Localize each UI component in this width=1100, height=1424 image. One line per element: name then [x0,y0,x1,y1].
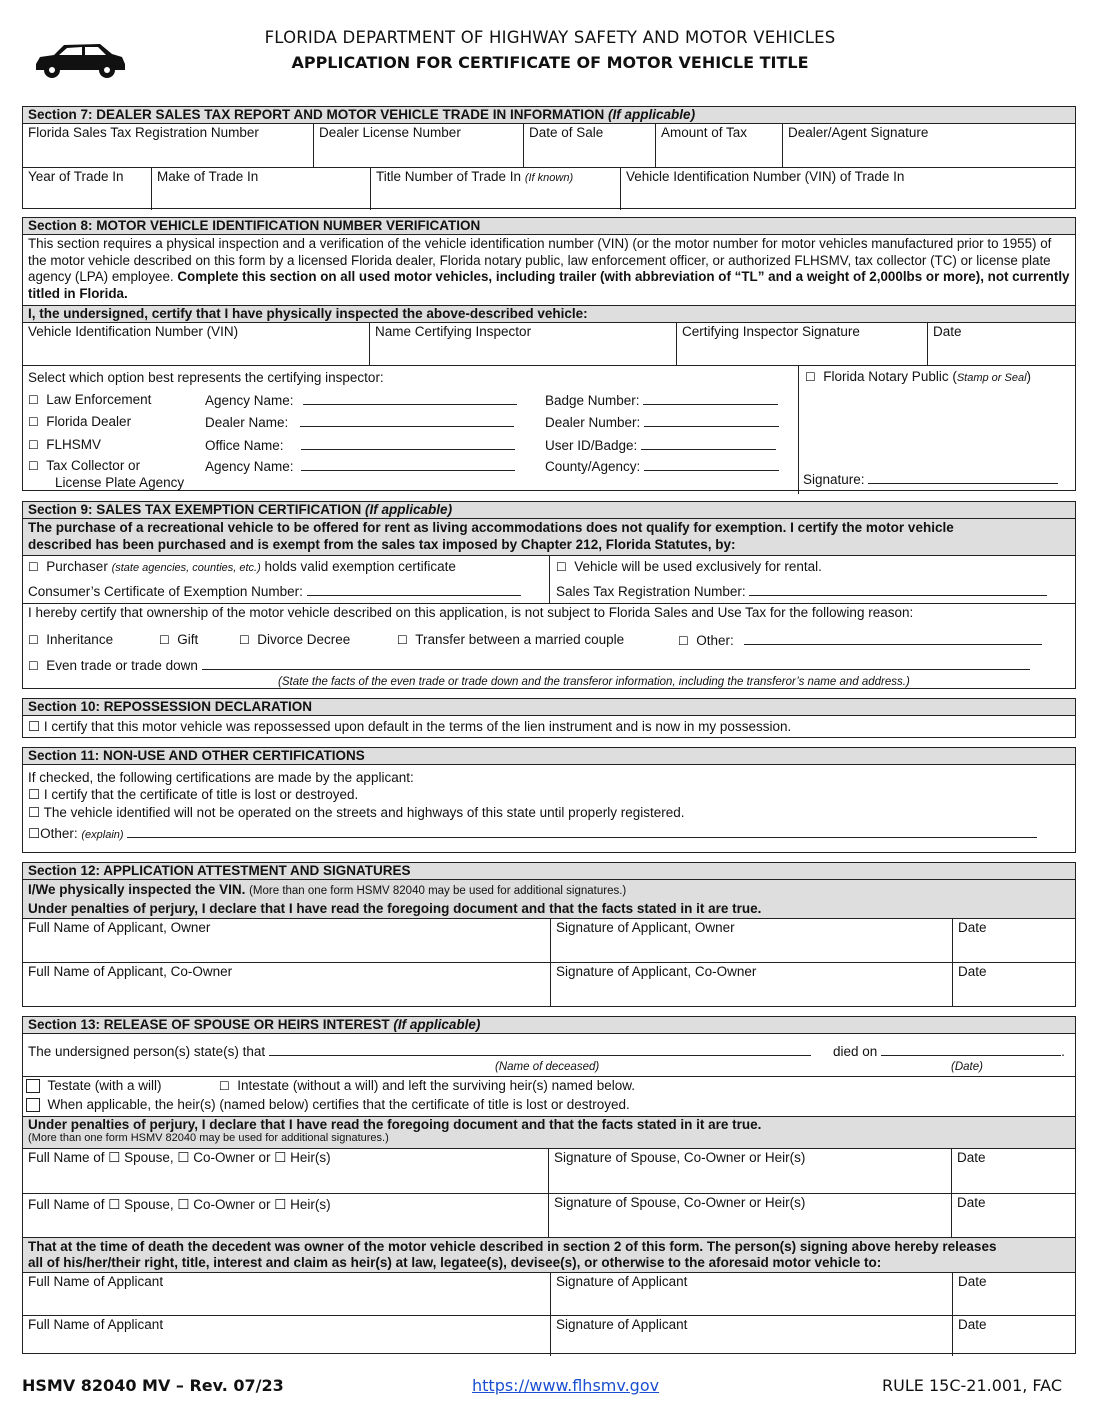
exemption-options [23,556,1075,604]
option-testate[interactable]: Testate (with a will) [26,1078,162,1093]
reason-gift[interactable]: ☐ Gift [159,632,199,647]
not-operated-option[interactable]: ☐ The vehicle identified will not be operated on the streets and highways of this state until properly registered. [28,805,685,820]
reason-divorce[interactable]: ☐ Divorce Decree [239,632,351,647]
option-heirs-lost[interactable]: When applicable, the heir(s) (named below) certifies that the certificate of title is lost or destroyed. [26,1097,630,1112]
form-title: APPLICATION FOR CERTIFICATE OF MOTOR VEHICLE TITLE [291,53,809,72]
checkbox-icon[interactable]: ☐ [28,459,39,473]
select-inspector-label: Select which option best represents the certifying inspector: [28,370,384,385]
amount-of-tax-field[interactable]: Amount of Tax [656,124,783,167]
date-note: (Date) [951,1061,983,1073]
section-11-heading: Section 11: NON-USE AND OTHER CERTIFICATIONS [23,748,1075,765]
option-purchaser[interactable]: ☐ Purchaser (state agencies, counties, etc.) holds valid exemption certificate [28,559,456,574]
inspector-options [23,366,1075,494]
section-12 [22,862,1076,1007]
applicant-name-field-2[interactable]: Full Name of Applicant [23,1316,551,1356]
heir-name-field-2[interactable]: Full Name of ☐ Spouse, ☐ Co-Owner or ☐ Heir(s) [23,1194,549,1237]
badge-number-field[interactable]: Badge Number: [545,392,778,408]
checkbox-icon[interactable]: ☐ [556,560,567,574]
tc-agency-name-field[interactable]: Agency Name: [205,458,515,474]
heir-date-field-2[interactable]: Date [957,1195,986,1210]
section-12-attest: I/We physically inspected the VIN. (More than one form HSMV 82040 may be used for additional signatures.) Under penalties of perjury, I declare that I have read the foregoing document and that the facts stated in it are true. [23,880,1075,919]
coowner-name-field[interactable]: Full Name of Applicant, Co-Owner [23,963,551,1006]
checkbox-icon[interactable]: ☐ [28,633,39,647]
applicant-signature-field-1[interactable]: Signature of Applicant [551,1273,953,1315]
option-florida-dealer[interactable]: ☐ Florida Dealer [28,414,132,429]
dealer-signature-field[interactable]: Dealer/Agent Signature [788,125,929,140]
option-notary[interactable]: ☐ Florida Notary Public (Stamp or Seal) [805,369,1032,384]
deceased-statement [23,1034,1075,1077]
section-12-heading: Section 12: APPLICATION ATTESTMENT AND SIGNATURES [23,863,1075,880]
inspector-name-field[interactable]: Name Certifying Inspector [370,323,677,365]
section-8-certify: I, the undersigned, certify that I have physically inspected the above-described vehicle: [23,306,1075,323]
applicant-date-field-1[interactable]: Date [958,1274,987,1289]
section-13-perjury: Under penalties of perjury, I declare that I have read the foregoing document and that the facts stated in it are true. (More than one form HSMV 82040 may be used for additional signatures.) [23,1116,1075,1149]
option-tax-collector[interactable]: ☐ Tax Collector or [28,458,141,473]
agency-name-field[interactable]: Agency Name: [205,392,517,408]
website-link[interactable]: https://www.flhsmv.gov [472,1376,660,1395]
title-lost-option[interactable]: ☐ I certify that the certificate of title is lost or destroyed. [28,787,359,802]
release-statement: That at the time of death the decedent was owner of the motor vehicle described in section 2 of this form. The person(s) signing above hereby releases all of his/her/their right, title, interest and claim as heir(s) at law, legatee(s), devisee(s), or otherwise to the aforesaid motor vehicle to: [23,1238,1075,1273]
dealer-name-field[interactable]: Dealer Name: [205,414,514,430]
checkbox-icon[interactable] [26,1079,40,1093]
office-name-field[interactable]: Office Name: [205,437,515,453]
coowner-signature-field[interactable]: Signature of Applicant, Co-Owner [551,963,953,1006]
section-11 [22,747,1076,853]
section-8-heading: Section 8: MOTOR VEHICLE IDENTIFICATION NUMBER VERIFICATION [23,218,1075,235]
reason-other[interactable]: ☐ Other: [678,632,1042,648]
reason-inheritance[interactable]: ☐ Inheritance [28,632,114,647]
section-13 [22,1016,1076,1354]
checkbox-icon[interactable]: ☐ [159,633,170,647]
section-10-heading: Section 10: REPOSSESSION DECLARATION [23,699,1075,716]
death-date-field[interactable]: died on . [833,1044,1065,1059]
section-9-heading: Section 9: SALES TAX EXEMPTION CERTIFICATION (If applicable) [23,502,1075,519]
section-9-statement: The purchase of a recreational vehicle to be offered for rent as living accommodations does not qualify for exemption. I certify the motor vehicle described has been purchased and is exempt from the sales tax imposed by Chapter 212, Florida Statutes, by: [23,519,1075,556]
section-9 [22,501,1076,689]
date-of-sale-field[interactable]: Date of Sale [524,124,656,167]
form-number: HSMV 82040 MV – Rev. 07/23 [22,1376,284,1395]
owner-signature-field[interactable]: Signature of Applicant, Owner [551,919,953,962]
trade-in-vin-field[interactable]: Vehicle Identification Number (VIN) of Trade In [626,169,905,184]
checkbox-icon[interactable]: ☐ [678,634,689,648]
rule-reference: RULE 15C-21.001, FAC [882,1376,1062,1395]
trade-in-year-field[interactable]: Year of Trade In [23,168,152,210]
dealer-number-field[interactable]: Dealer Number: [545,414,779,430]
section-8-instructions: This section requires a physical inspection and a verification of the vehicle identification number (VIN) (or the motor number for motor vehicles manufactured prior to 1955) of the motor vehicle described on this form by a licensed Florida dealer, Florida notary public, law enforcement officer, or authorized FLHSMV, tax collector (TC) or license plate agency (LPA) employee. Complete this section on all used motor vehicles, including trailer (with abbreviation of “TL” and a weight of 2,000lbs or more), not currently titled in Florida. [23,235,1075,306]
consumer-certificate-field[interactable]: Consumer’s Certificate of Exemption Number: [28,583,521,599]
section-7-heading: Section 7: DEALER SALES TAX REPORT AND MOTOR VEHICLE TRADE IN INFORMATION (If applicable) [23,107,1075,124]
dealer-license-field[interactable]: Dealer License Number [314,124,524,167]
section-8 [22,217,1076,491]
checkbox-icon[interactable]: ☐ [397,633,408,647]
checkbox-icon[interactable]: ☐ [28,560,39,574]
section-13-heading: Section 13: RELEASE OF SPOUSE OR HEIRS INTEREST (If applicable) [23,1017,1075,1034]
even-trade-note: (State the facts of the even trade or trade down and the transferor information, including the transferor’s name and address.) [278,676,910,688]
coowner-date-field[interactable]: Date [958,964,987,979]
section-10 [22,698,1076,738]
trade-in-make-field[interactable]: Make of Trade In [152,168,371,210]
option-intestate[interactable]: ☐ Intestate (without a will) and left the surviving heir(s) named below. [219,1078,635,1093]
option-rental[interactable]: ☐ Vehicle will be used exclusively for rental. [556,559,822,574]
heir-signature-field-1[interactable]: Signature of Spouse, Co-Owner or Heir(s) [549,1149,952,1193]
checkbox-icon[interactable]: ☐ [805,370,816,384]
sales-tax-reg-number-field[interactable]: Sales Tax Registration Number: [556,583,1047,599]
deceased-note: (Name of deceased) [495,1061,600,1073]
repossession-certify[interactable]: ☐ I certify that this motor vehicle was repossessed upon default in the terms of the lien instrument and is now in my possession. [28,719,792,734]
checkbox-icon[interactable]: ☐ [28,393,39,407]
checkbox-icon[interactable]: ☐ [28,415,39,429]
checkbox-icon[interactable] [26,1098,40,1112]
applicant-signature-field-2[interactable]: Signature of Applicant [551,1316,953,1356]
inspected-vin-field[interactable]: Vehicle Identification Number (VIN) [23,323,370,365]
option-flhsmv[interactable]: ☐ FLHSMV [28,437,102,452]
applicant-name-field-1[interactable]: Full Name of Applicant [23,1273,551,1315]
exemption-reasons [23,604,1075,690]
agency-name: FLORIDA DEPARTMENT OF HIGHWAY SAFETY AND MOTOR VEHICLES [264,28,836,47]
notary-signature-field[interactable]: Signature: [803,471,1058,487]
deceased-name-field[interactable]: The undersigned person(s) state(s) that [28,1043,811,1059]
form-header [0,0,1100,100]
owner-name-field[interactable]: Full Name of Applicant, Owner [23,919,551,962]
user-id-field[interactable]: User ID/Badge: [545,437,776,453]
applicant-date-field-2[interactable]: Date [958,1317,987,1332]
reason-even-trade[interactable]: ☐ Even trade or trade down [28,657,1030,673]
county-agency-field[interactable]: County/Agency: [545,458,779,474]
checkbox-icon[interactable]: ☐ [239,633,250,647]
other-option[interactable]: ☐Other: (explain) [28,825,1070,844]
inspector-signature-field[interactable]: Certifying Inspector Signature [677,323,928,365]
will-options [23,1077,1075,1116]
option-tax-collector-line2: License Plate Agency [55,475,185,490]
heir-signature-field-2[interactable]: Signature of Spouse, Co-Owner or Heir(s) [549,1194,952,1237]
trade-in-title-field[interactable]: Title Number of Trade In (If known) [371,168,621,210]
checkbox-icon[interactable]: ☐ [28,438,39,452]
section-7 [22,106,1076,209]
heir-name-field-1[interactable]: Full Name of ☐ Spouse, ☐ Co-Owner or ☐ Heir(s) [23,1149,549,1193]
section-11-intro: If checked, the following certifications are made by the applicant: [28,770,414,785]
inspection-date-field[interactable]: Date [933,324,962,339]
option-law-enforcement[interactable]: ☐ Law Enforcement [28,392,152,407]
owner-date-field[interactable]: Date [958,920,987,935]
checkbox-icon[interactable]: ☐ [28,659,39,673]
reason-certify: I hereby certify that ownership of the motor vehicle described on this application, is not subject to Florida Sales and Use Tax for the following reason: [28,605,914,620]
checkbox-icon[interactable]: ☐ [219,1079,230,1093]
sales-tax-reg-field[interactable]: Florida Sales Tax Registration Number [23,124,314,167]
heir-date-field-1[interactable]: Date [957,1150,986,1165]
reason-transfer[interactable]: ☐ Transfer between a married couple [397,632,625,647]
